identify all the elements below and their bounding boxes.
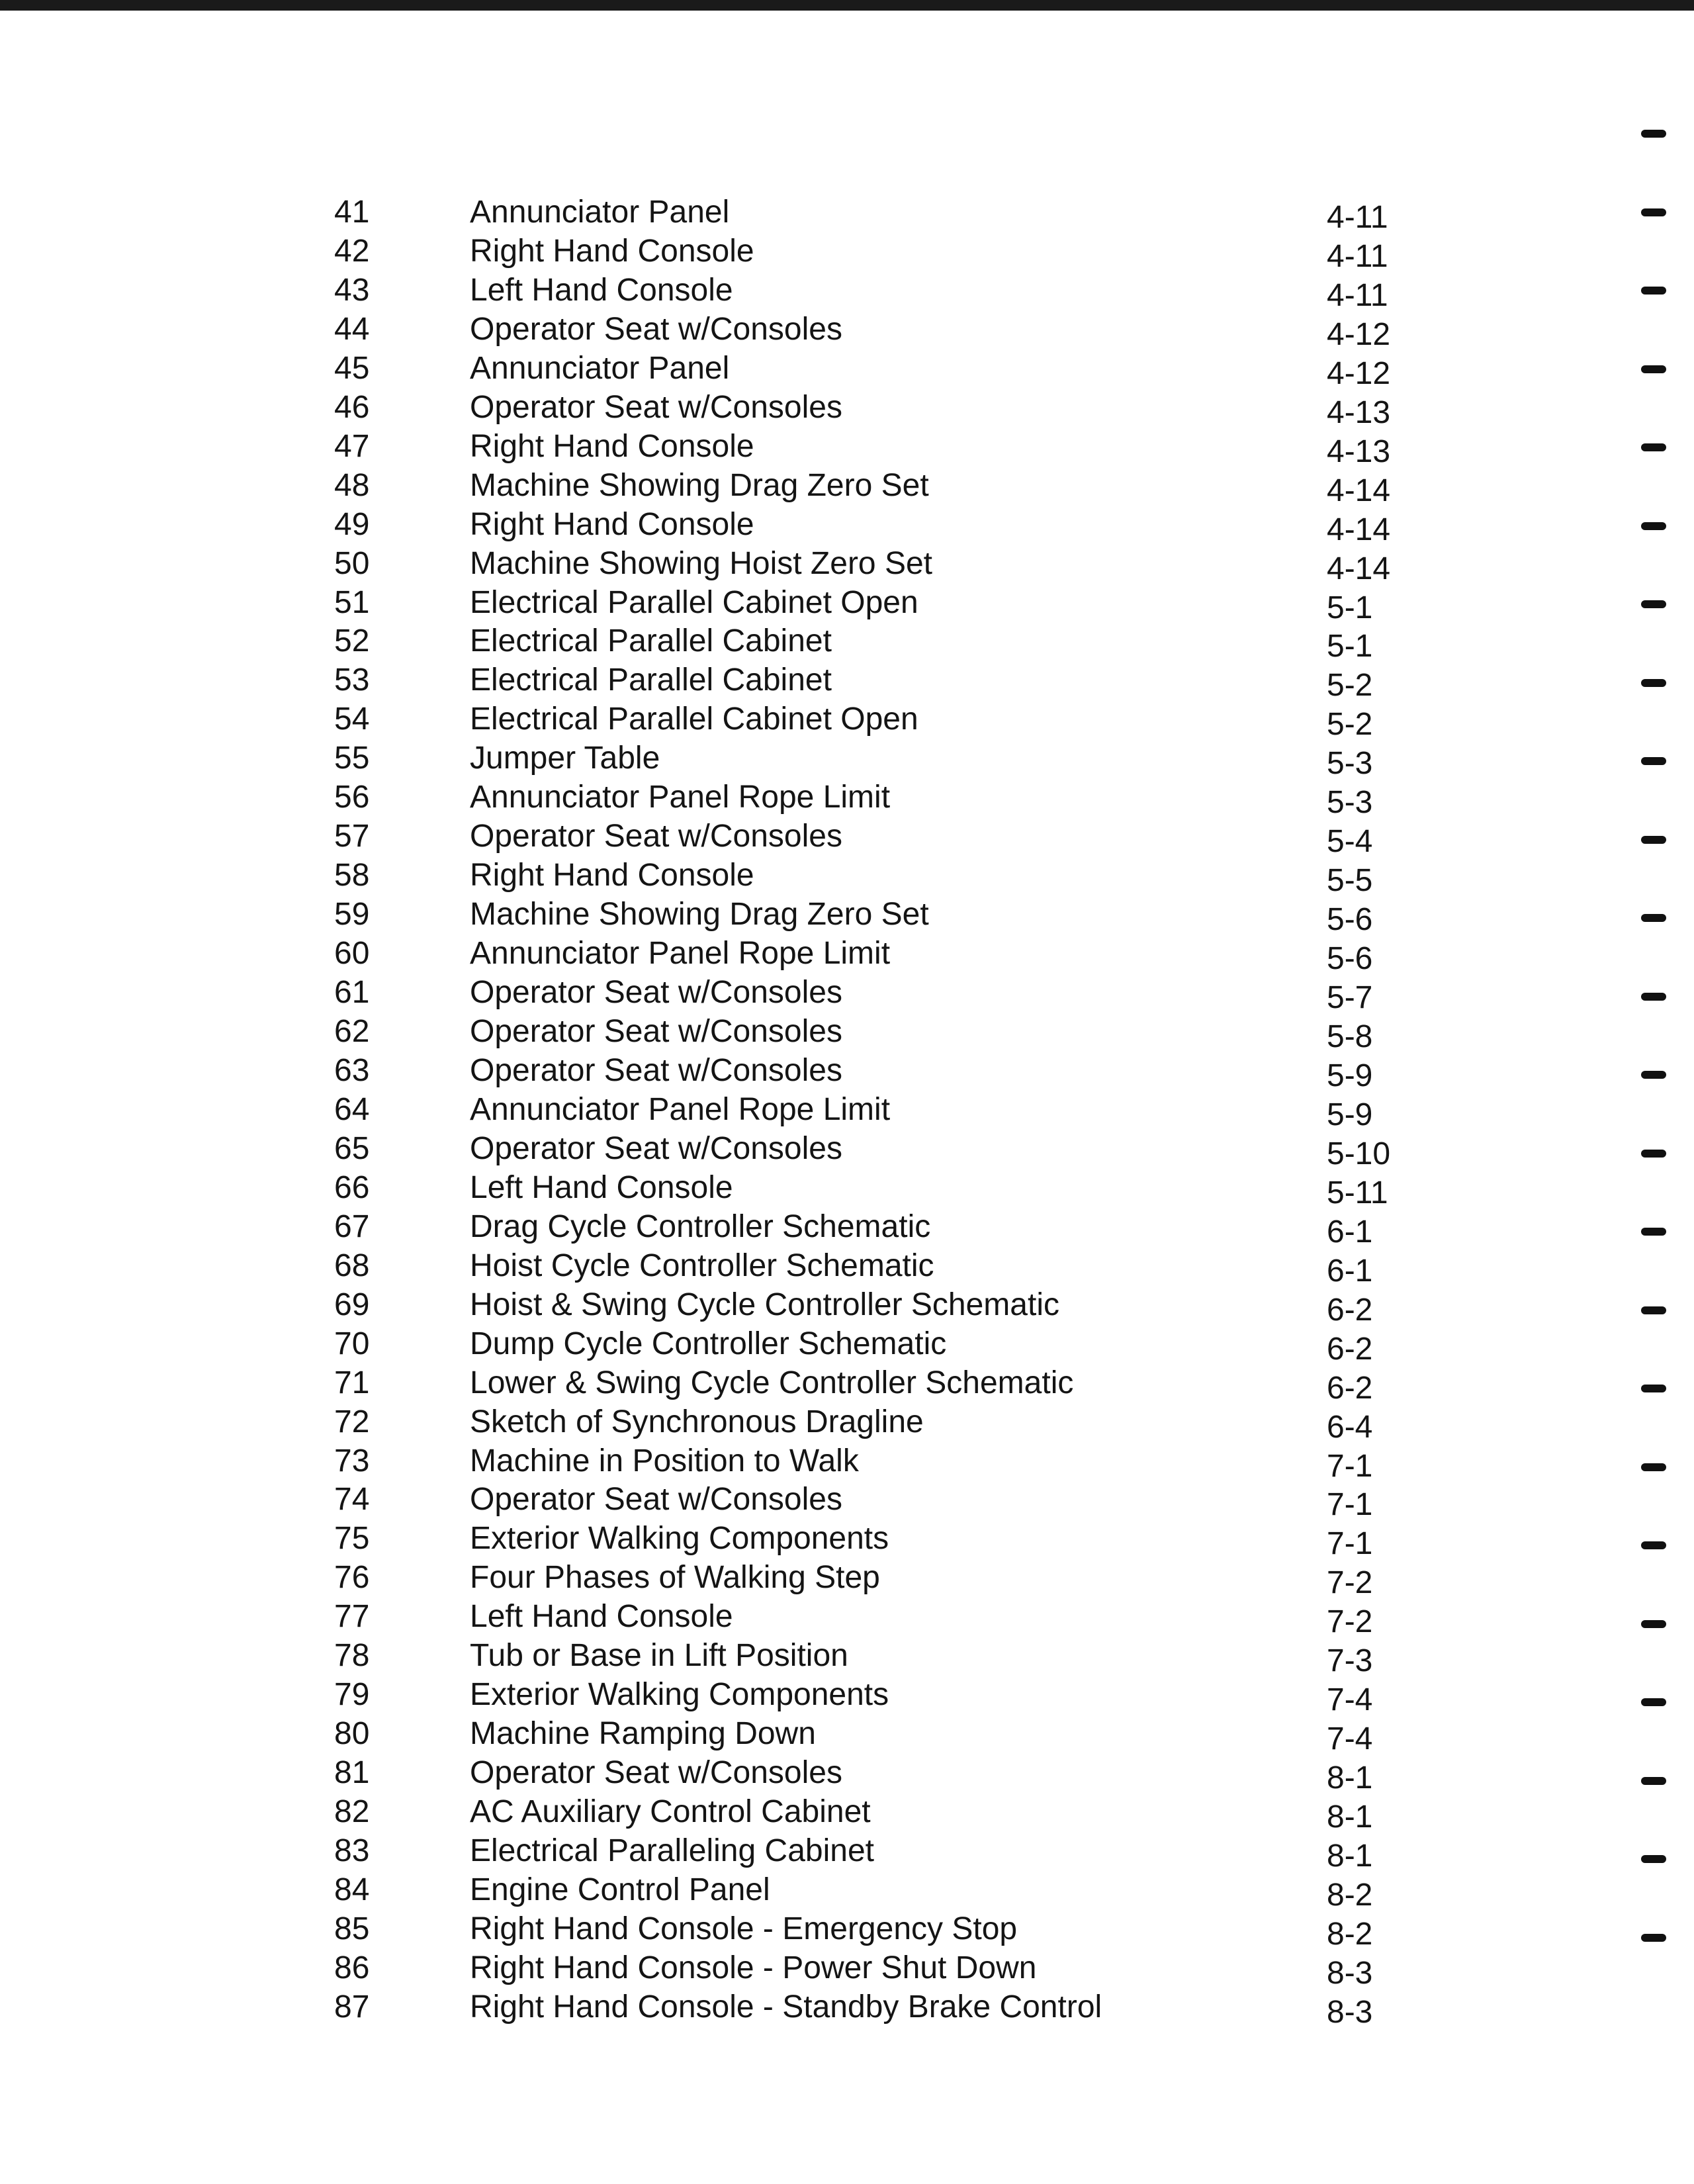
figure-page-number: 5-11 <box>1327 1175 1388 1210</box>
figure-title: Electrical Parallel Cabinet Open <box>470 702 918 737</box>
figure-number: 80 <box>334 1716 370 1752</box>
figure-title: Annunciator Panel <box>470 195 730 230</box>
figure-page-number: 6-2 <box>1327 1331 1373 1367</box>
figure-title: Right Hand Console - Power Shut Down <box>470 1950 1037 1985</box>
figure-number: 48 <box>334 467 370 503</box>
list-item <box>0 506 1694 545</box>
figure-page-number: 5-2 <box>1327 707 1373 743</box>
figure-page-number: 5-9 <box>1327 1097 1373 1132</box>
binder-hole-mark <box>1641 836 1666 844</box>
list-item <box>0 895 1694 938</box>
figure-page-number: 6-4 <box>1327 1409 1373 1445</box>
figure-number: 46 <box>334 389 370 425</box>
figure-page-number: 7-1 <box>1327 1487 1373 1523</box>
binder-hole-mark <box>1641 1463 1666 1471</box>
figure-page-number: 5-7 <box>1327 980 1373 1016</box>
binder-hole-mark <box>1641 1855 1666 1863</box>
list-item <box>0 1715 1694 1757</box>
figure-page-number: 4-13 <box>1327 394 1391 430</box>
figure-title: Hoist & Swing Cycle Controller Schematic <box>470 1287 1059 1322</box>
list-item <box>0 661 1694 704</box>
list-item <box>0 1325 1694 1367</box>
list-item <box>0 1637 1694 1679</box>
figure-number: 81 <box>334 1755 370 1791</box>
figure-title: Operator Seat w/Consoles <box>470 1130 842 1166</box>
figure-number: 41 <box>334 195 370 230</box>
figure-title: Operator Seat w/Consoles <box>470 1755 842 1791</box>
figure-number: 44 <box>334 311 370 347</box>
figure-number: 58 <box>334 858 370 893</box>
figure-page-number: 5-1 <box>1327 590 1373 625</box>
figure-page-number: 6-2 <box>1327 1292 1373 1328</box>
figure-title: Electrical Paralleling Cabinet <box>470 1833 874 1869</box>
binder-hole-mark <box>1641 1541 1666 1549</box>
figure-page-number: 8-3 <box>1327 1955 1373 1991</box>
list-item <box>0 1520 1694 1562</box>
figure-number: 71 <box>334 1365 370 1400</box>
figure-page-number: 7-1 <box>1327 1448 1373 1484</box>
list-item <box>0 1130 1694 1169</box>
figure-page-number: 8-2 <box>1327 1877 1373 1913</box>
figure-number: 68 <box>334 1248 370 1283</box>
figure-number: 73 <box>334 1443 370 1479</box>
figure-title: Annunciator Panel Rope Limit <box>470 780 891 815</box>
binder-hole-mark <box>1641 208 1666 216</box>
list-item <box>0 1949 1694 1991</box>
figure-number: 67 <box>334 1208 370 1244</box>
list-item <box>0 1871 1694 1913</box>
figure-title: Operator Seat w/Consoles <box>470 311 842 347</box>
figure-page-number: 7-2 <box>1327 1604 1373 1640</box>
figure-page-number: 7-2 <box>1327 1565 1373 1601</box>
list-item <box>0 1442 1694 1484</box>
figure-title: Right Hand Console - Emergency Stop <box>470 1911 1018 1946</box>
figure-title: Lower & Swing Cycle Controller Schematic <box>470 1365 1074 1400</box>
list-item <box>0 1286 1694 1328</box>
list-item <box>0 1676 1694 1718</box>
figure-page-number: 5-10 <box>1327 1136 1391 1171</box>
figure-number: 43 <box>334 272 370 308</box>
list-item <box>0 778 1694 821</box>
list-item <box>0 1754 1694 1796</box>
list-item <box>0 1793 1694 1835</box>
figure-number: 74 <box>334 1482 370 1518</box>
figure-page-number: 6-2 <box>1327 1370 1373 1406</box>
figure-title: Right Hand Console <box>470 858 754 893</box>
list-item <box>0 1052 1694 1091</box>
list-item <box>0 1988 1694 2030</box>
list-item <box>0 856 1694 899</box>
figure-page-number: 5-9 <box>1327 1058 1373 1093</box>
figure-title: Electrical Parallel Cabinet Open <box>470 584 918 620</box>
figure-title: Right Hand Console - Standby Brake Control <box>470 1989 1102 2025</box>
figure-title: Right Hand Console <box>470 428 754 464</box>
figure-page-number: 5-6 <box>1327 902 1373 938</box>
figure-number: 75 <box>334 1521 370 1557</box>
list-item <box>0 1208 1694 1250</box>
figure-number: 61 <box>334 975 370 1011</box>
figure-title: Machine Showing Drag Zero Set <box>470 897 929 933</box>
figure-number: 66 <box>334 1169 370 1205</box>
figure-title: Annunciator Panel <box>470 350 730 386</box>
figure-number: 84 <box>334 1872 370 1907</box>
binder-hole-mark <box>1641 914 1666 922</box>
figure-page-number: 4-11 <box>1327 277 1388 313</box>
figure-number: 70 <box>334 1326 370 1361</box>
figure-page-number: 4-14 <box>1327 512 1391 547</box>
binder-hole-mark <box>1641 522 1666 530</box>
figure-number: 52 <box>334 623 370 659</box>
binder-hole-mark <box>1641 1071 1666 1079</box>
figure-title: Machine Showing Hoist Zero Set <box>470 545 932 581</box>
figure-number: 85 <box>334 1911 370 1946</box>
binder-hole-mark <box>1641 1934 1666 1942</box>
list-item <box>0 817 1694 860</box>
figure-title: Right Hand Console <box>470 506 754 542</box>
figure-page-number: 5-4 <box>1327 824 1373 860</box>
figure-page-number: 4-11 <box>1327 238 1388 274</box>
figure-page-number: 4-12 <box>1327 355 1391 391</box>
list-item <box>0 428 1694 467</box>
figure-number: 60 <box>334 936 370 972</box>
figure-page-number: 7-1 <box>1327 1526 1373 1562</box>
figure-page-number: 8-2 <box>1327 1916 1373 1952</box>
binder-hole-mark <box>1641 130 1666 138</box>
figure-title: Electrical Parallel Cabinet <box>470 623 832 659</box>
figure-page-number: 5-2 <box>1327 668 1373 704</box>
figure-title: Jumper Table <box>470 741 660 776</box>
list-item <box>0 1832 1694 1874</box>
figure-page-number: 7-4 <box>1327 1721 1373 1757</box>
binder-hole-mark <box>1641 1306 1666 1314</box>
figure-title: Exterior Walking Components <box>470 1521 889 1557</box>
figure-page-number: 5-5 <box>1327 863 1373 899</box>
figure-page-number: 7-3 <box>1327 1643 1373 1679</box>
binder-hole-mark <box>1641 679 1666 687</box>
figure-page-number: 5-8 <box>1327 1019 1373 1055</box>
figure-number: 54 <box>334 702 370 737</box>
list-item <box>0 1403 1694 1445</box>
list-item <box>0 545 1694 584</box>
binder-hole-mark <box>1641 757 1666 765</box>
list-item <box>0 1013 1694 1055</box>
figure-title: Exterior Walking Components <box>470 1677 889 1713</box>
figure-title: Left Hand Console <box>470 272 733 308</box>
figure-title: Drag Cycle Controller Schematic <box>470 1208 931 1244</box>
figure-title: Dump Cycle Controller Schematic <box>470 1326 947 1361</box>
figure-title: Tub or Base in Lift Position <box>470 1638 848 1674</box>
list-item <box>0 1910 1694 1952</box>
binder-hole-mark <box>1641 1150 1666 1158</box>
figure-title: Operator Seat w/Consoles <box>470 819 842 854</box>
figure-number: 47 <box>334 428 370 464</box>
figure-title: Sketch of Synchronous Dragline <box>470 1404 924 1439</box>
list-item <box>0 310 1694 352</box>
list-item <box>0 349 1694 391</box>
figure-number: 42 <box>334 233 370 269</box>
list-item <box>0 700 1694 743</box>
figure-page-number: 6-1 <box>1327 1253 1373 1289</box>
list-of-figures <box>0 193 1694 2030</box>
figure-number: 72 <box>334 1404 370 1439</box>
figure-page-number: 8-1 <box>1327 1799 1373 1835</box>
figure-page-number: 5-3 <box>1327 785 1373 821</box>
figure-title: Machine Showing Drag Zero Set <box>470 467 929 503</box>
figure-title: Four Phases of Walking Step <box>470 1560 880 1596</box>
figure-number: 57 <box>334 819 370 854</box>
list-item <box>0 388 1694 428</box>
figure-number: 86 <box>334 1950 370 1985</box>
binder-hole-mark <box>1641 1228 1666 1236</box>
figure-number: 77 <box>334 1599 370 1635</box>
figure-number: 79 <box>334 1677 370 1713</box>
figure-number: 83 <box>334 1833 370 1869</box>
figure-title: Left Hand Console <box>470 1599 733 1635</box>
figure-number: 76 <box>334 1560 370 1596</box>
figure-number: 45 <box>334 350 370 386</box>
figure-number: 62 <box>334 1014 370 1050</box>
list-item <box>0 974 1694 1016</box>
figure-title: Annunciator Panel Rope Limit <box>470 1091 891 1127</box>
binder-hole-mark <box>1641 1385 1666 1392</box>
binder-hole-marks <box>1641 0 1681 2184</box>
figure-title: Operator Seat w/Consoles <box>470 975 842 1011</box>
figure-title: Engine Control Panel <box>470 1872 770 1907</box>
figure-number: 69 <box>334 1287 370 1322</box>
figure-page-number: 4-14 <box>1327 473 1391 508</box>
list-item <box>0 622 1694 664</box>
binder-hole-mark <box>1641 287 1666 295</box>
figure-title: AC Auxiliary Control Cabinet <box>470 1794 871 1830</box>
list-item <box>0 271 1694 313</box>
list-item <box>0 1480 1694 1523</box>
list-item <box>0 193 1694 235</box>
figure-title: Operator Seat w/Consoles <box>470 389 842 425</box>
binder-hole-mark <box>1641 365 1666 373</box>
figure-page-number: 6-1 <box>1327 1214 1373 1250</box>
figure-page-number: 5-6 <box>1327 941 1373 977</box>
figure-page-number: 5-1 <box>1327 629 1373 664</box>
figure-number: 53 <box>334 662 370 698</box>
binder-hole-mark <box>1641 1620 1666 1628</box>
figure-title: Machine Ramping Down <box>470 1716 816 1752</box>
list-item <box>0 1364 1694 1406</box>
figure-page-number: 8-1 <box>1327 1760 1373 1796</box>
list-item <box>0 467 1694 506</box>
figure-title: Operator Seat w/Consoles <box>470 1482 842 1518</box>
top-border-rule <box>0 0 1694 11</box>
figure-page-number: 4-13 <box>1327 433 1391 469</box>
list-item <box>0 584 1694 623</box>
figure-page-number: 8-3 <box>1327 1994 1373 2030</box>
figure-title: Electrical Parallel Cabinet <box>470 662 832 698</box>
figure-title: Operator Seat w/Consoles <box>470 1014 842 1050</box>
list-item <box>0 1559 1694 1601</box>
figure-number: 49 <box>334 506 370 542</box>
list-item <box>0 1091 1694 1130</box>
binder-hole-mark <box>1641 600 1666 608</box>
figure-page-number: 4-14 <box>1327 551 1391 586</box>
figure-number: 63 <box>334 1052 370 1088</box>
figure-number: 55 <box>334 741 370 776</box>
figure-number: 50 <box>334 545 370 581</box>
figure-number: 78 <box>334 1638 370 1674</box>
figure-title: Left Hand Console <box>470 1169 733 1205</box>
binder-hole-mark <box>1641 1777 1666 1785</box>
figure-page-number: 4-12 <box>1327 316 1391 352</box>
figure-number: 51 <box>334 584 370 620</box>
list-item <box>0 1598 1694 1640</box>
figure-number: 65 <box>334 1130 370 1166</box>
figure-title: Operator Seat w/Consoles <box>470 1052 842 1088</box>
figure-number: 56 <box>334 780 370 815</box>
list-item <box>0 1247 1694 1289</box>
figure-number: 59 <box>334 897 370 933</box>
figure-page-number: 5-3 <box>1327 746 1373 782</box>
figure-page-number: 8-1 <box>1327 1839 1373 1874</box>
binder-hole-mark <box>1641 1698 1666 1706</box>
figure-number: 87 <box>334 1989 370 2025</box>
binder-hole-mark <box>1641 443 1666 451</box>
figure-page-number: 7-4 <box>1327 1682 1373 1718</box>
figure-page-number: 4-11 <box>1327 200 1388 235</box>
figure-title: Machine in Position to Walk <box>470 1443 859 1479</box>
figure-title: Right Hand Console <box>470 233 754 269</box>
figure-title: Annunciator Panel Rope Limit <box>470 936 891 972</box>
figure-number: 82 <box>334 1794 370 1830</box>
list-item <box>0 739 1694 782</box>
list-item <box>0 1169 1694 1208</box>
figure-title: Hoist Cycle Controller Schematic <box>470 1248 934 1283</box>
list-item <box>0 232 1694 274</box>
list-item <box>0 934 1694 977</box>
figure-number: 64 <box>334 1091 370 1127</box>
binder-hole-mark <box>1641 993 1666 1001</box>
